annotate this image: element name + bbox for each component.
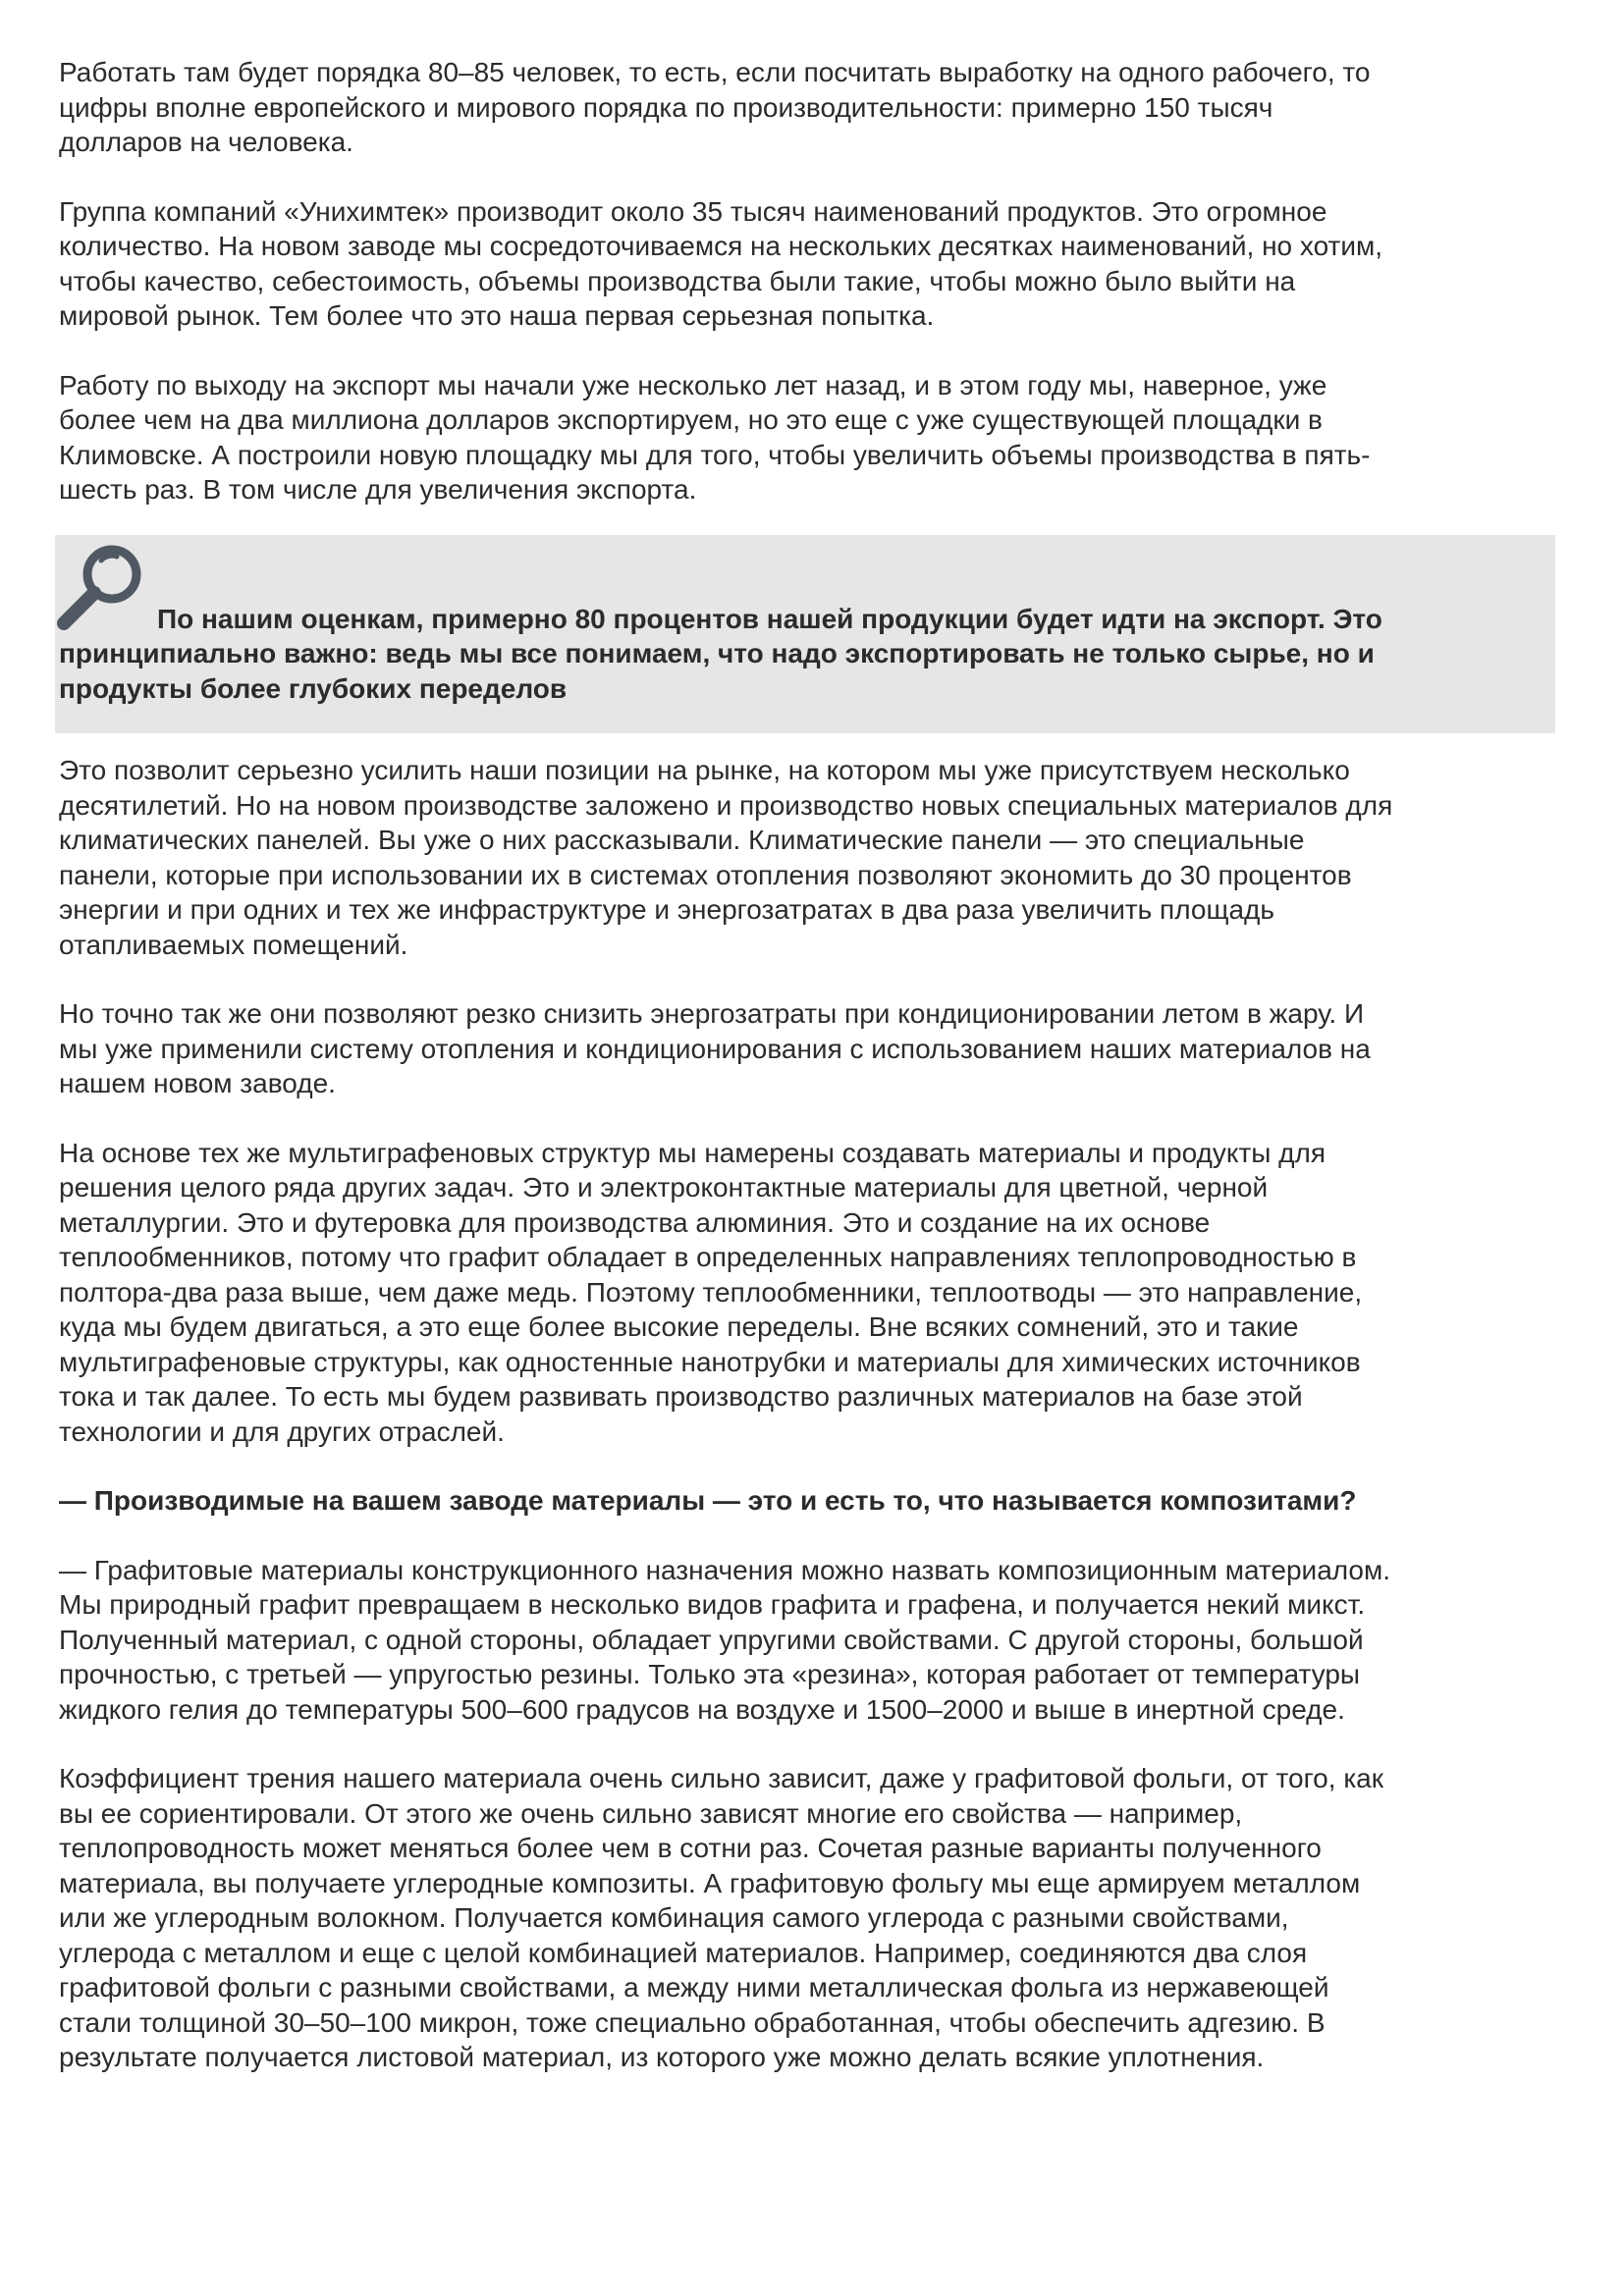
paragraph-workforce: Работать там будет порядка 80–85 человек, то есть, если посчитать выработку на одного рабочего, то цифры вполне европейского и мирового порядка по производительности: примерно 150 тысяч долларов на человека. [59,57,1371,157]
quote-callout [55,535,1555,734]
paragraph-graphite-materials: — Графитовые материалы конструкционного назначения можно назвать композиционным материалом. Мы природный графит превращаем в несколько видов графита и графена, и получается некий микст. Полученный материал, с одной стороны, обладает упругими свойствами. С другой стороны, большой прочностью, с третьей — упругостью резины. Только эта «резина», которая работает от температуры жидкого гелия до температуры 500–600 градусов на воздухе и 1500–2000 и выше в инертной среде. [59,1554,1391,1725]
paragraph-export: Работу по выходу на экспорт мы начали уже несколько лет назад, и в этом году мы, наверное, уже более чем на два миллиона долларов экспортируем, но это еще с уже существующей площадки в Климовске. А построили новую площадку мы для того, чтобы увеличить объемы производства в пять- шесть раз. В том числе для увеличения экспорта. [59,369,1371,505]
callout-quote: По нашим оценкам, примерно 80 процентов нашей продукции будет идти на экспорт. Это принципиально важно: ведь мы все понимаем, что надо экспортировать не только сырье, но и продукты более глубоких переделов [59,603,1382,704]
article-page [59,55,1551,2109]
magnifier-icon [55,537,153,635]
paragraph-multigraphene: На основе тех же мультиграфеновых структур мы намерены создавать материалы и продукты для решения целого ряда других задач. Это и электроконтактные материалы для цветной, черной металлургии. Это и футеровка для производства алюминия. Это и создание на их основе теплообменников, потому что графит обладает в определенных направлениях теплопроводностью в полтора-два раза выше, чем даже медь. Поэтому теплообменники, теплоотводы — это направление, куда мы будем двигаться, а это еще более высокие переделы. Вне всяких сомнений, это и такие мультиграфеновые структуры, как одностенные нанотрубки и материалы для химических источников тока и так далее. То есть мы будем развивать производство различных материалов на базе этой технологии и для других отраслей. [59,1137,1363,1447]
interview-question: — Производимые на вашем заводе материалы — это и есть то, что называется композитами? [59,1485,1357,1516]
callout-text [59,602,1551,707]
paragraph-conditioning: Но точно так же они позволяют резко снизить энергозатраты при кондиционировании летом в жару. И мы уже применили систему отопления и кондиционирования с использованием наших материалов на нашем новом заводе. [59,998,1371,1098]
paragraph-products: Группа компаний «Унихимтек» производит около 35 тысяч наименований продуктов. Это огромное количество. На новом заводе мы сосредоточиваемся на нескольких десятках наименований, но хотим, чтобы качество, себестоимость, объемы производства были такие, чтобы можно было выйти на мировой рынок. Тем более что это наша первая серьезная попытка. [59,195,1383,331]
paragraph-climate-panels: Это позволит серьезно усилить наши позиции на рынке, на котором мы уже присутствуем несколько десятилетий. Но на новом производстве заложено и производство новых специальных материалов для климатических панелей. Вы уже о них рассказывали. Климатические панели — это специальные панели, которые при использовании их в системах отопления позволяют экономить до 30 процентов энергии и при одних и тех же инфраструктуре и энергозатратах в два раза увеличить площадь отапливаемых помещений. [59,755,1393,960]
paragraph-friction: Коэффициент трения нашего материала очень сильно зависит, даже у графитовой фольги, от того, как вы ее сориентировали. От этого же очень сильно зависят многие его свойства — например, теплопроводность может меняться более чем в сотни раз. Сочетая разные варианты полученного материала, вы получаете углеродные композиты. А графитовую фольгу мы еще армируем металлом или же углеродным волокном. Получается комбинация самого углерода с разными свойствами, углерода с металлом и еще с целой комбинацией материалов. Например, соединяются два слоя графитовой фольги с разными свойствами, а между ними металлическая фольга из нержавеющей стали толщиной 30–50–100 микрон, тоже специально обработанная, чтобы обеспечить адгезию. В результате получается листовой материал, из которого уже можно делать всякие уплотнения. [59,1763,1384,2072]
